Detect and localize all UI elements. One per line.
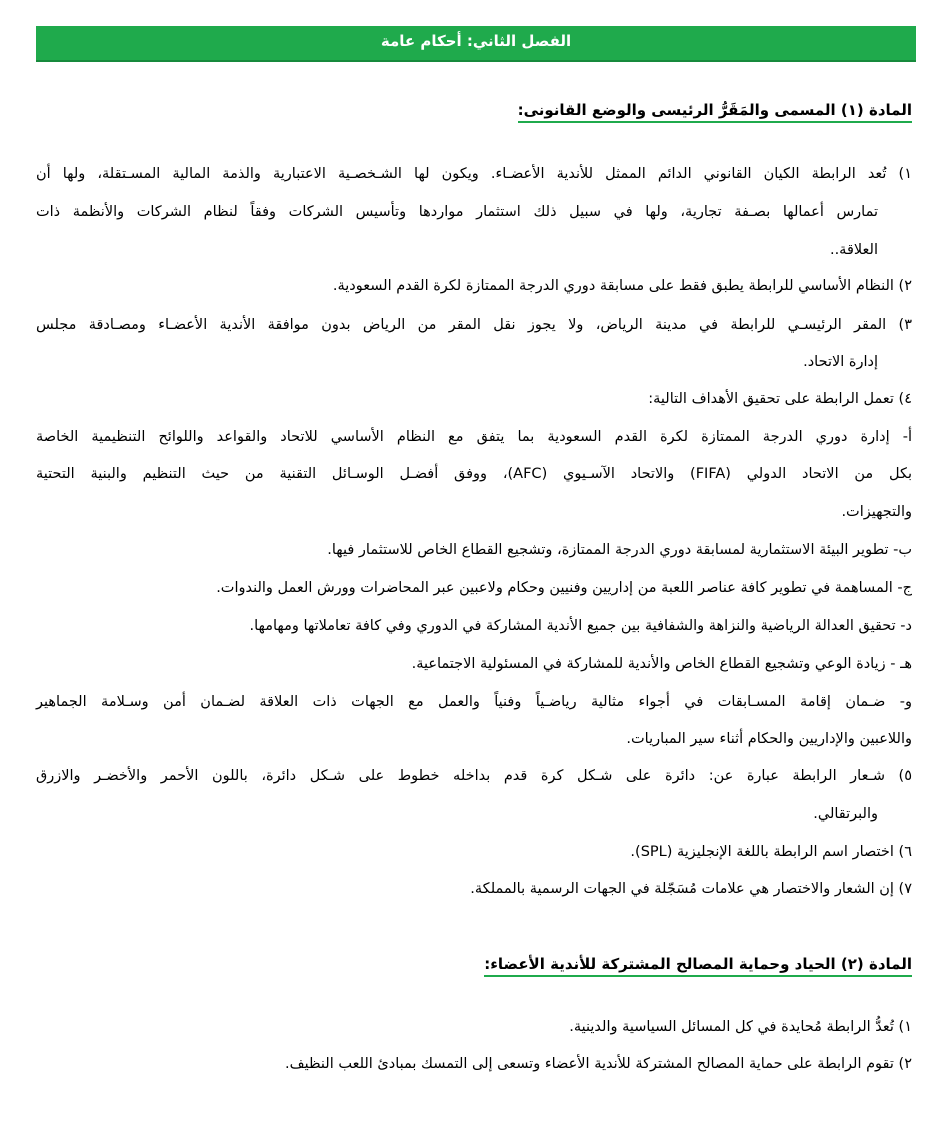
article-1-line: و- ضـمان إقامة المسـابقات في أجواء مثالية رياضـياً وفنياً والعمل مع الجهات ذات العلاقة لضـمان أمن وسـلامة الجماهير (36, 694, 912, 710)
article-1-line: ج- المساهمة في تطوير كافة عناصر اللعبة من إداريين وفنيين وحكام ولاعبين عبر المحاضرات وورش العمل والندوات. (216, 580, 912, 596)
article-1-line: ٦) اختصار اسم الرابطة باللغة الإنجليزية (SPL). (630, 844, 912, 860)
article-1-line: العلاقة.. (829, 242, 878, 258)
article-1-line: والتجهيزات. (841, 504, 912, 520)
article-1-line: ب- تطوير البيئة الاستثمارية لمسابقة دوري الدرجة الممتازة، وتشجيع القطاع الخاص للاستثمار فيها. (327, 542, 912, 558)
article-1-line: ١) تُعد الرابطة الكيان القانوني الدائم الممثل للأندية الأعضـاء. ويكون لها الشـخصـية الاعتبارية والذمة المالية المسـتقلة، ولها أن (36, 166, 912, 182)
article-1-line: ٤) تعمل الرابطة على تحقيق الأهداف التالية: (648, 391, 912, 407)
article-1-line: أ- إدارة دوري الدرجة الممتازة لكرة القدم السعودية بما يتفق مع النظام الأساسي للاتحاد والقواعد واللوائح التنظيمية الخاصة (36, 429, 912, 445)
article-1-line: ٧) إن الشعار والاختصار هي علامات مُسَجّلة في الجهات الرسمية بالمملكة. (470, 881, 912, 897)
article-2-title: المادة (٢) الحياد وحماية المصالح المشتركة للأندية الأعضاء: (484, 955, 912, 977)
article-1-line: د- تحقيق العدالة الرياضية والنزاهة والشفافية بين جميع الأندية المشاركة في الدوري وفي كافة تعاملاتها ومهامها. (249, 618, 912, 634)
chapter-banner: الفصل الثاني: أحكام عامة (36, 26, 916, 62)
article-1-line: تمارس أعمالها بصـفة تجارية، ولها في سبيل ذلك استثمار مواردها وتأسيس الشركات وفقاً لنظام الشركات والأنظمة ذات (36, 204, 878, 220)
article-1-line: بكل من الاتحاد الدولي (FIFA) والاتحاد الآسـيوي (AFC)، ووفق أفضـل الوسـائل التقنية من حيث التنظيم والبنية التحتية (36, 466, 912, 482)
article-2-line: ١) تُعدُّ الرابطة مُحايدة في كل المسائل السياسية والدينية. (569, 1019, 912, 1035)
article-2-line: ٢) تقوم الرابطة على حماية المصالح المشتركة للأندية الأعضاء وتسعى إلى التمسك بمبادئ اللعب النظيف. (285, 1056, 912, 1072)
article-1-line: ٢) النظام الأساسي للرابطة يطبق فقط على مسابقة دوري الدرجة الممتازة لكرة القدم السعودية. (332, 278, 912, 294)
article-1-line: ٣) المقر الرئيسـي للرابطة في مدينة الرياض، ولا يجوز نقل المقر من الرياض بدون موافقة الأندية الأعضـاء ومصـادقة مجلس (36, 317, 912, 333)
article-1-line: والبرتقالي. (813, 806, 878, 822)
article-1-line: واللاعبين والإداريين والحكام أثناء سير المباريات. (626, 731, 912, 747)
article-1-line: هـ - زيادة الوعي وتشجيع القطاع الخاص والأندية للمشاركة في المسئولية الاجتماعية. (411, 656, 912, 672)
article-1-line: ٥) شـعار الرابطة عبارة عن: دائرة على شـكل كرة قدم بداخله خطوط على شـكل دائرة، باللون الأحمر والأخضـر والازرق (36, 768, 912, 784)
article-1-title: المادة (١) المسمى والمَقَرُّ الرئيسى والوضع القانونى: (518, 101, 912, 123)
article-1-line: إدارة الاتحاد. (803, 354, 878, 370)
